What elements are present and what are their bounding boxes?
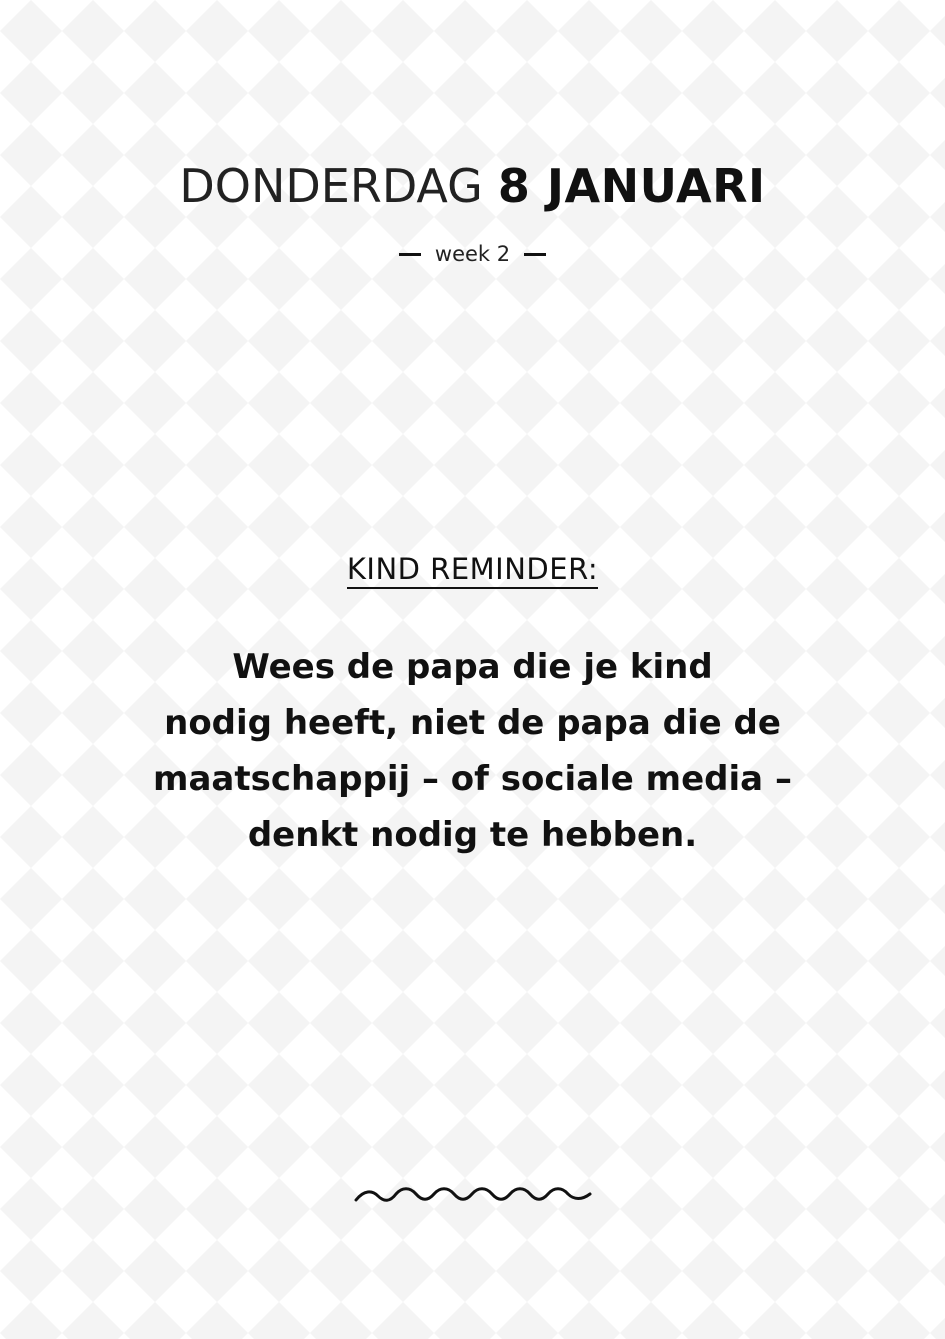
- dash-right-icon: [524, 253, 546, 256]
- week-indicator: [0, 240, 945, 268]
- quote-line: nodig heeft, niet de papa die de: [164, 703, 781, 743]
- reminder-quote: [90, 639, 855, 863]
- date-label: 8 JANUARI: [497, 159, 766, 213]
- reminder-heading: [0, 551, 945, 587]
- page-title: [0, 158, 945, 214]
- quote-line: maatschappij – of sociale media –: [153, 759, 792, 799]
- quote-line: denkt nodig te hebben.: [247, 815, 698, 855]
- quote-line: Wees de papa die je kind: [232, 647, 713, 687]
- reminder-heading-text: KIND REMINDER:: [347, 552, 598, 589]
- dash-left-icon: [399, 253, 421, 256]
- week-label: week 2: [434, 242, 511, 266]
- weekday-label: DONDERDAG: [179, 159, 483, 213]
- wave-squiggle-icon: [354, 1182, 592, 1206]
